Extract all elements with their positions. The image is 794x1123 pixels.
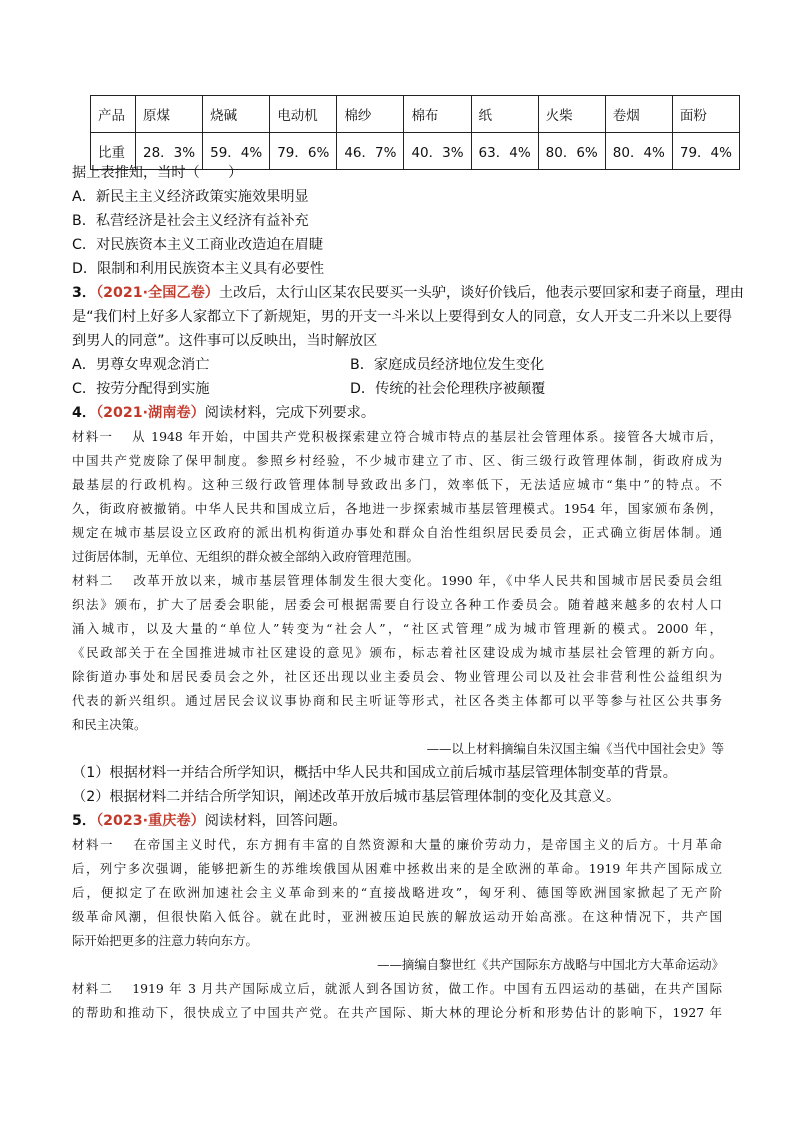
q3-option-a: A．男尊女卑观念消亡 [72, 357, 210, 373]
q4-requirement-2: （2）根据材料二并结合所学知识，阐述改革开放后城市基层管理体制的变化及其意义。 [72, 789, 621, 805]
table-cell: 28．3% [136, 133, 203, 170]
q4-material2-line: 涌入城市，以及大量的“单位人”转变为“社会人”，“社区式管理”成为城市管理新的模式。2000 年， [72, 621, 722, 636]
q4-material1-line: 规定在城市基层设立区政府的派出机构街道办事处和群众自治性组织居民委员会，正式确立街居体制。通 [72, 525, 722, 540]
q3-option-b: B．家庭成员经济地位发生变化 [350, 357, 545, 373]
q4-material2-line: 和民主决策。 [72, 717, 147, 732]
q5-heading [72, 811, 347, 831]
q3-stem-line-3: 到男人的同意”。这件事可以反映出，当时解放区 [72, 333, 378, 349]
q5-intro: 阅读材料，回答问题。 [204, 813, 347, 829]
table-cell: 棉纱 [337, 96, 404, 133]
q3-source: （2021·全国乙卷） [96, 285, 219, 301]
q4-requirement-1: （1）根据材料一并结合所学知识，概括中华人民共和国成立前后城市基层管理体制变革的背景。 [72, 765, 677, 781]
q4-material2-line: 除街道办事处和居民委员会之外，社区还出现以业主委员会、物业管理公司以及社会非营利性公益组织为 [72, 669, 722, 684]
table-cell: 40．3% [404, 133, 471, 170]
table-cell: 原煤 [136, 96, 203, 133]
q4-material2-line: 材料二 改革开放以来，城市基层管理体制发生很大变化。1990 年，《中华人民共和国城市居民委员会组 [72, 573, 722, 588]
q2-option-c: C．对民族资本主义工商业改造迫在眉睫 [72, 237, 324, 253]
q3-stem-line-1 [72, 283, 744, 303]
table-cell: 46．7% [337, 133, 404, 170]
q4-material1-line: 过街居体制，无单位、无组织的群众被全部纳入政府管理范围。 [72, 549, 419, 564]
q3-option-c: C．按劳分配得到实施 [72, 381, 210, 397]
table-cell: 电动机 [270, 96, 337, 133]
table-cell: 63．4% [471, 133, 538, 170]
q4-material1-line: 久，街政府被撤销。中华人民共和国成立后，各地进一步探索城市基层管理模式。1954 年，国家颁布条例， [72, 501, 722, 516]
table-cell: 79．4% [672, 133, 739, 170]
q3-stem-text: 土改后，太行山区某农民要买一头驴，谈好价钱后，他表示要回家和妻子商量，理由 [218, 285, 744, 301]
table-cell: 烧碱 [203, 96, 270, 133]
q4-material2-line: 代表的新兴组织。通过居民会议议事协商和民主听证等形式，社区各类主体都可以平等参与社区公共事务 [72, 693, 722, 708]
product-share-table [90, 95, 740, 170]
table-cell: 棉布 [404, 96, 471, 133]
q4-material2-line: 织法》颁布，扩大了居委会职能，居委会可根据需要自行设立各种工作委员会。随着越来越多的农村人口 [72, 597, 722, 612]
table-cell: 59．4% [203, 133, 270, 170]
q5-material2-line: 的帮助和推动下，很快成立了中国共产党。在共产国际、斯大林的理论分析和形势估计的影响下，1927 年 [72, 1005, 722, 1020]
q5-material1-line: 际开始把更多的注意力转向东方。 [72, 933, 258, 948]
table-cell: 面粉 [672, 96, 739, 133]
q4-source: （2021·湖南卷） [96, 405, 205, 421]
q2-option-d: D．限制和利用民族资本主义具有必要性 [72, 261, 325, 277]
table-cell: 80．6% [538, 133, 605, 170]
table-cell: 纸 [471, 96, 538, 133]
q5-material1-line: 后，便拟定了在欧洲加速社会主义革命到来的“直接战略进攻”，匈牙利、德国等欧洲国家掀起了无产阶 [72, 885, 722, 900]
table-cell: 卷烟 [605, 96, 672, 133]
q5-material1-line: 级革命风潮，但很快陷入低谷。就在此时，亚洲被压迫民族的解放运动开始高涨。在这种情况下，共产国 [72, 909, 722, 924]
q4-intro: 阅读材料，完成下列要求。 [204, 405, 376, 421]
q4-material1-line: 中国共产党废除了保甲制度。参照乡村经验，不少城市建立了市、区、街三级行政管理体制，街政府成为 [72, 453, 722, 468]
q4-number: 4． [72, 405, 97, 421]
q3-stem-line-2: 是“我们村上好多人家都立下了新规矩，男的开支一斗米以上要得到女人的同意，女人开支二升米以上要得 [72, 309, 732, 325]
q2-option-a: A．新民主主义经济政策实施效果明显 [72, 189, 309, 205]
q4-material1-line: 最基层的行政机构。这种三级行政管理体制导致政出多门，效率低下，无法适应城市“集中”的特点。不 [72, 477, 722, 492]
table-cell: 产品 [91, 96, 136, 133]
q5-number: 5． [72, 813, 97, 829]
table-header-row [91, 96, 740, 133]
q4-heading [72, 403, 375, 423]
table-cell: 80．4% [605, 133, 672, 170]
table-cell: 79．6% [270, 133, 337, 170]
q5-citation: ——摘编自黎世红《共产国际东方战略与中国北方大革命运动》 [377, 957, 724, 972]
q4-material1-line: 材料一 从 1948 年开始，中国共产党积极探索建立符合城市特点的基层社会管理体系。接管各大城市后， [72, 429, 722, 444]
q5-source: （2023·重庆卷） [96, 813, 205, 829]
q4-material2-line: 《民政部关于在全国推进城市社区建设的意见》颁布，标志着社区建设成为城市基层社会管理的新方向。 [72, 645, 722, 660]
q5-material2-line: 材料二 1919 年 3 月共产国际成立后，就派人到各国访贫，做工作。中国有五四运动的基础，在共产国际 [72, 981, 722, 996]
q3-option-d: D．传统的社会伦理秩序被颠覆 [350, 381, 546, 397]
table-cell: 火柴 [538, 96, 605, 133]
q3-number: 3． [72, 285, 97, 301]
q5-material1-line: 后，列宁多次强调，能够把新生的苏维埃俄国从困难中拯救出来的是全欧洲的革命。1919 年共产国际成立 [72, 861, 722, 876]
q5-material1-line: 材料一 在帝国主义时代，东方拥有丰富的自然资源和大量的廉价劳动力，是帝国主义的后方。十月革命 [72, 837, 722, 852]
q4-citation: ——以上材料摘编自朱汉国主编《当代中国社会史》等 [426, 741, 724, 756]
q2-stem: 据上表推知，当时（ ） [72, 165, 243, 181]
table-cell: 比重 [91, 133, 136, 170]
q2-option-b: B．私营经济是社会主义经济有益补充 [72, 213, 309, 229]
